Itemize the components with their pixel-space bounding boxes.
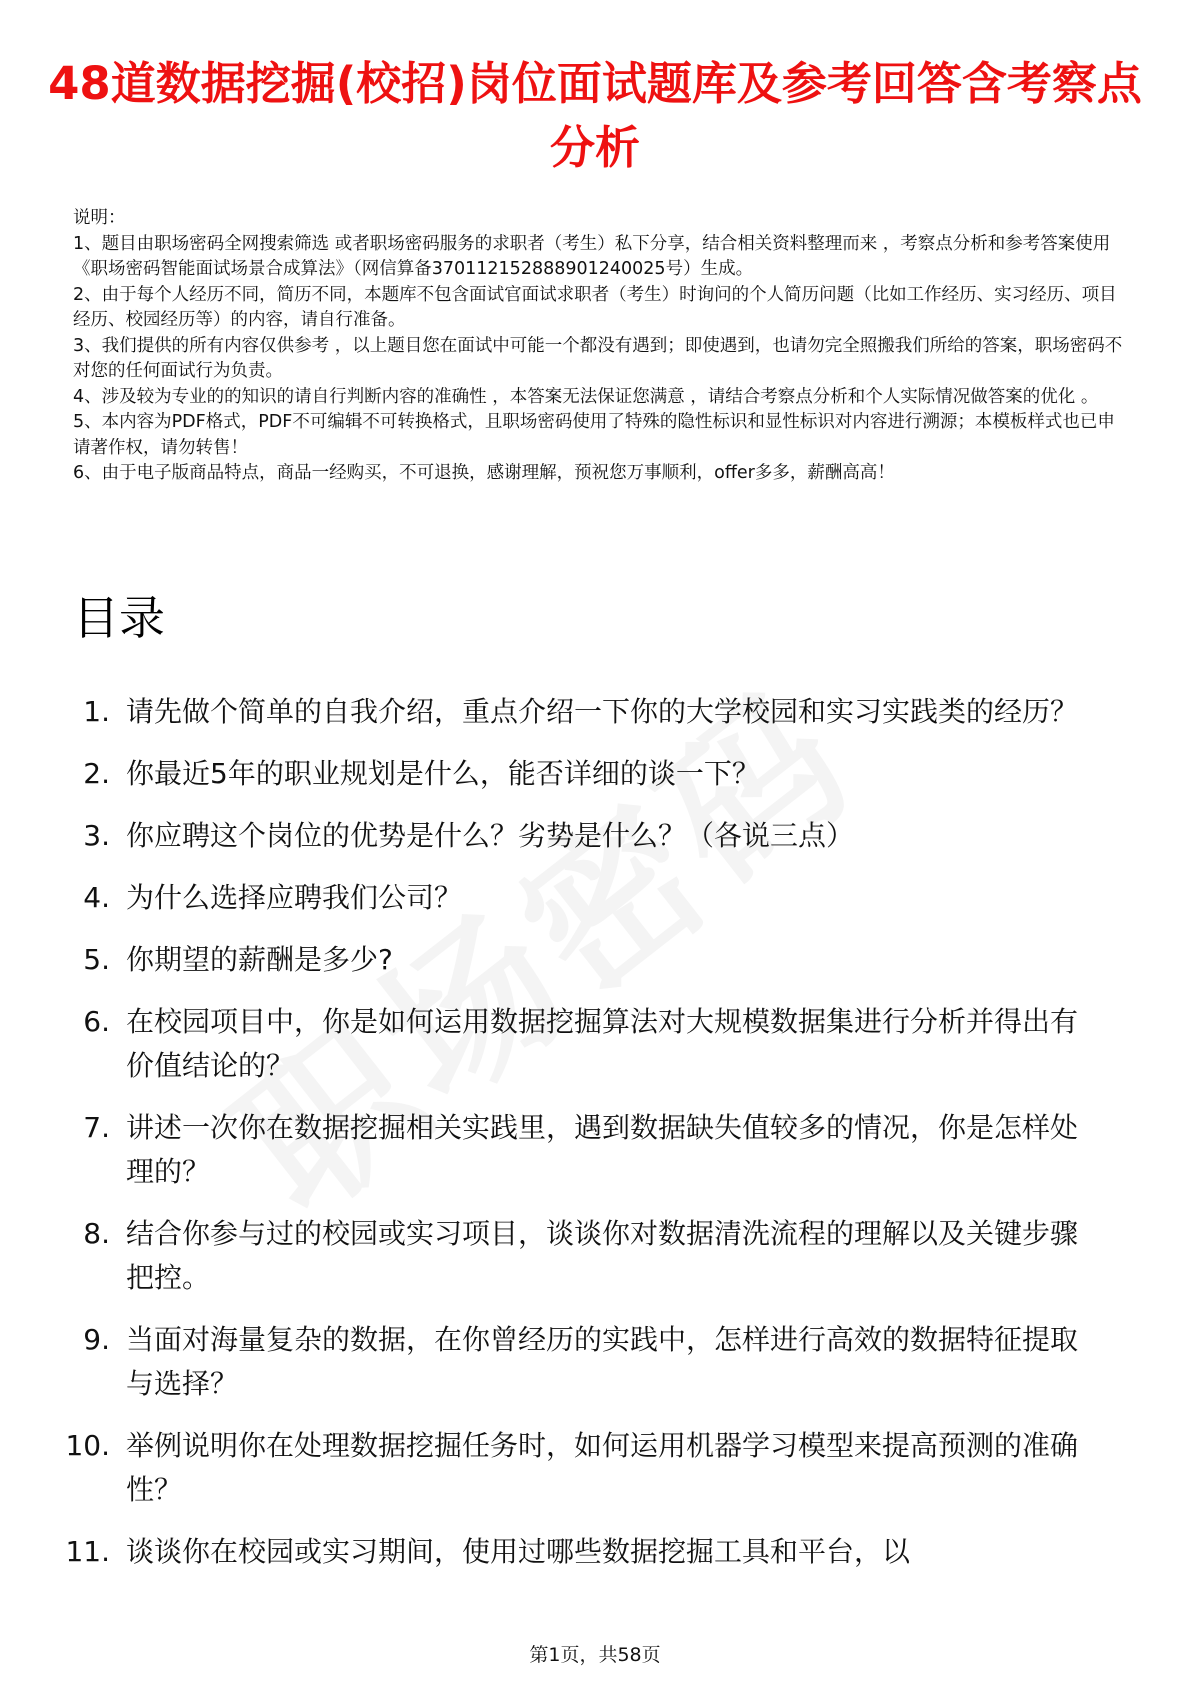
toc-item-text: 谈谈你在校园或实习期间，使用过哪些数据挖掘工具和平台，以: [126, 1535, 911, 1568]
note-item: 5、本内容为PDF格式，PDF不可编辑不可转换格式，且职场密码使用了特殊的隐性标识和显性标识对内容进行溯源；本模板样式也已申请著作权，请勿转售！: [73, 412, 1115, 458]
toc-item-number: 5.: [83, 943, 110, 976]
toc-item[interactable]: [60, 1318, 1100, 1406]
toc-item[interactable]: [60, 690, 1100, 734]
toc-item-number: 11.: [65, 1535, 110, 1568]
note-item: 2、由于每个人经历不同，简历不同，本题库不包含面试官面试求职者（考生）时询问的个人简历问题（比如工作经历、实习经历、项目经历、校园经历等）的内容，请自行准备。: [73, 284, 1117, 330]
toc-item-text: 当面对海量复杂的数据，在你曾经历的实践中，怎样进行高效的数据特征提取与选择？: [126, 1323, 1079, 1400]
toc-item-text: 你应聘这个岗位的优势是什么？劣势是什么？（各说三点）: [126, 819, 855, 852]
toc-item[interactable]: [60, 938, 1100, 982]
toc-item-number: 3.: [83, 819, 110, 852]
toc-item-text: 你最近5年的职业规划是什么，能否详细的谈一下？: [126, 757, 760, 790]
toc-item-text: 你期望的薪酬是多少?: [126, 943, 393, 976]
toc-item[interactable]: [60, 752, 1100, 796]
toc-item-number: 1.: [83, 695, 110, 728]
toc-item[interactable]: [60, 1424, 1100, 1512]
toc-item-number: 9.: [83, 1323, 110, 1356]
note-item: 6、由于电子版商品特点，商品一经购买，不可退换，感谢理解，预祝您万事顺利，offer多多，薪酬高高！: [73, 463, 895, 483]
note-item: 1、题目由职场密码全网搜索筛选 或者职场密码服务的求职者（考生）私下分享，结合相关资料整理而来 ，考察点分析和参考答案使用《职场密码智能面试场景合成算法》（网信算备370112152888901240025号）生成。: [73, 233, 1111, 279]
toc-item-text: 为什么选择应聘我们公司？: [126, 881, 463, 914]
toc-item-text: 讲述一次你在数据挖掘相关实践里，遇到数据缺失值较多的情况，你是怎样处理的？: [126, 1111, 1079, 1188]
toc-item-number: 2.: [83, 757, 110, 790]
toc-item-number: 10.: [65, 1429, 110, 1462]
note-item: 3、我们提供的所有内容仅供参考 ，以上题目您在面试中可能一个都没有遇到；即使遇到，也请勿完全照搬我们所给的答案，职场密码不对您的任何面试行为负责。: [73, 335, 1123, 381]
note-item: 4、涉及较为专业的的知识的请自行判断内容的准确性 ，本答案无法保证您满意 ，请结合考察点分析和个人实际情况做答案的优化 。: [73, 386, 1099, 407]
toc-item[interactable]: [60, 814, 1100, 858]
toc-item[interactable]: [60, 1530, 1100, 1574]
table-of-contents: [60, 690, 1100, 1592]
toc-item-text: 请先做个简单的自我介绍，重点介绍一下你的大学校园和实习实践类的经历？: [126, 695, 1079, 728]
notes-heading: 说明：: [73, 208, 126, 228]
toc-item-number: 7.: [83, 1111, 110, 1144]
toc-item-text: 在校园项目中，你是如何运用数据挖掘算法对大规模数据集进行分析并得出有价值结论的？: [126, 1005, 1079, 1082]
toc-item-number: 4.: [83, 881, 110, 914]
toc-item[interactable]: [60, 1106, 1100, 1194]
toc-item[interactable]: [60, 876, 1100, 920]
toc-item-number: 8.: [83, 1217, 110, 1250]
toc-item-number: 6.: [83, 1005, 110, 1038]
document-title: 48道数据挖掘(校招)岗位面试题库及参考回答含考察点分析: [48, 57, 1142, 174]
toc-item-text: 结合你参与过的校园或实习项目，谈谈你对数据清洗流程的理解以及关键步骤把控。: [126, 1217, 1079, 1294]
toc-item-text: 举例说明你在处理数据挖掘任务时，如何运用机器学习模型来提高预测的准确性？: [126, 1429, 1079, 1506]
toc-item[interactable]: [60, 1212, 1100, 1300]
page-footer: 第1页，共58页: [529, 1644, 661, 1666]
toc-item[interactable]: [60, 1000, 1100, 1088]
notes-section: [73, 206, 1123, 487]
toc-heading: 目录: [73, 591, 165, 645]
